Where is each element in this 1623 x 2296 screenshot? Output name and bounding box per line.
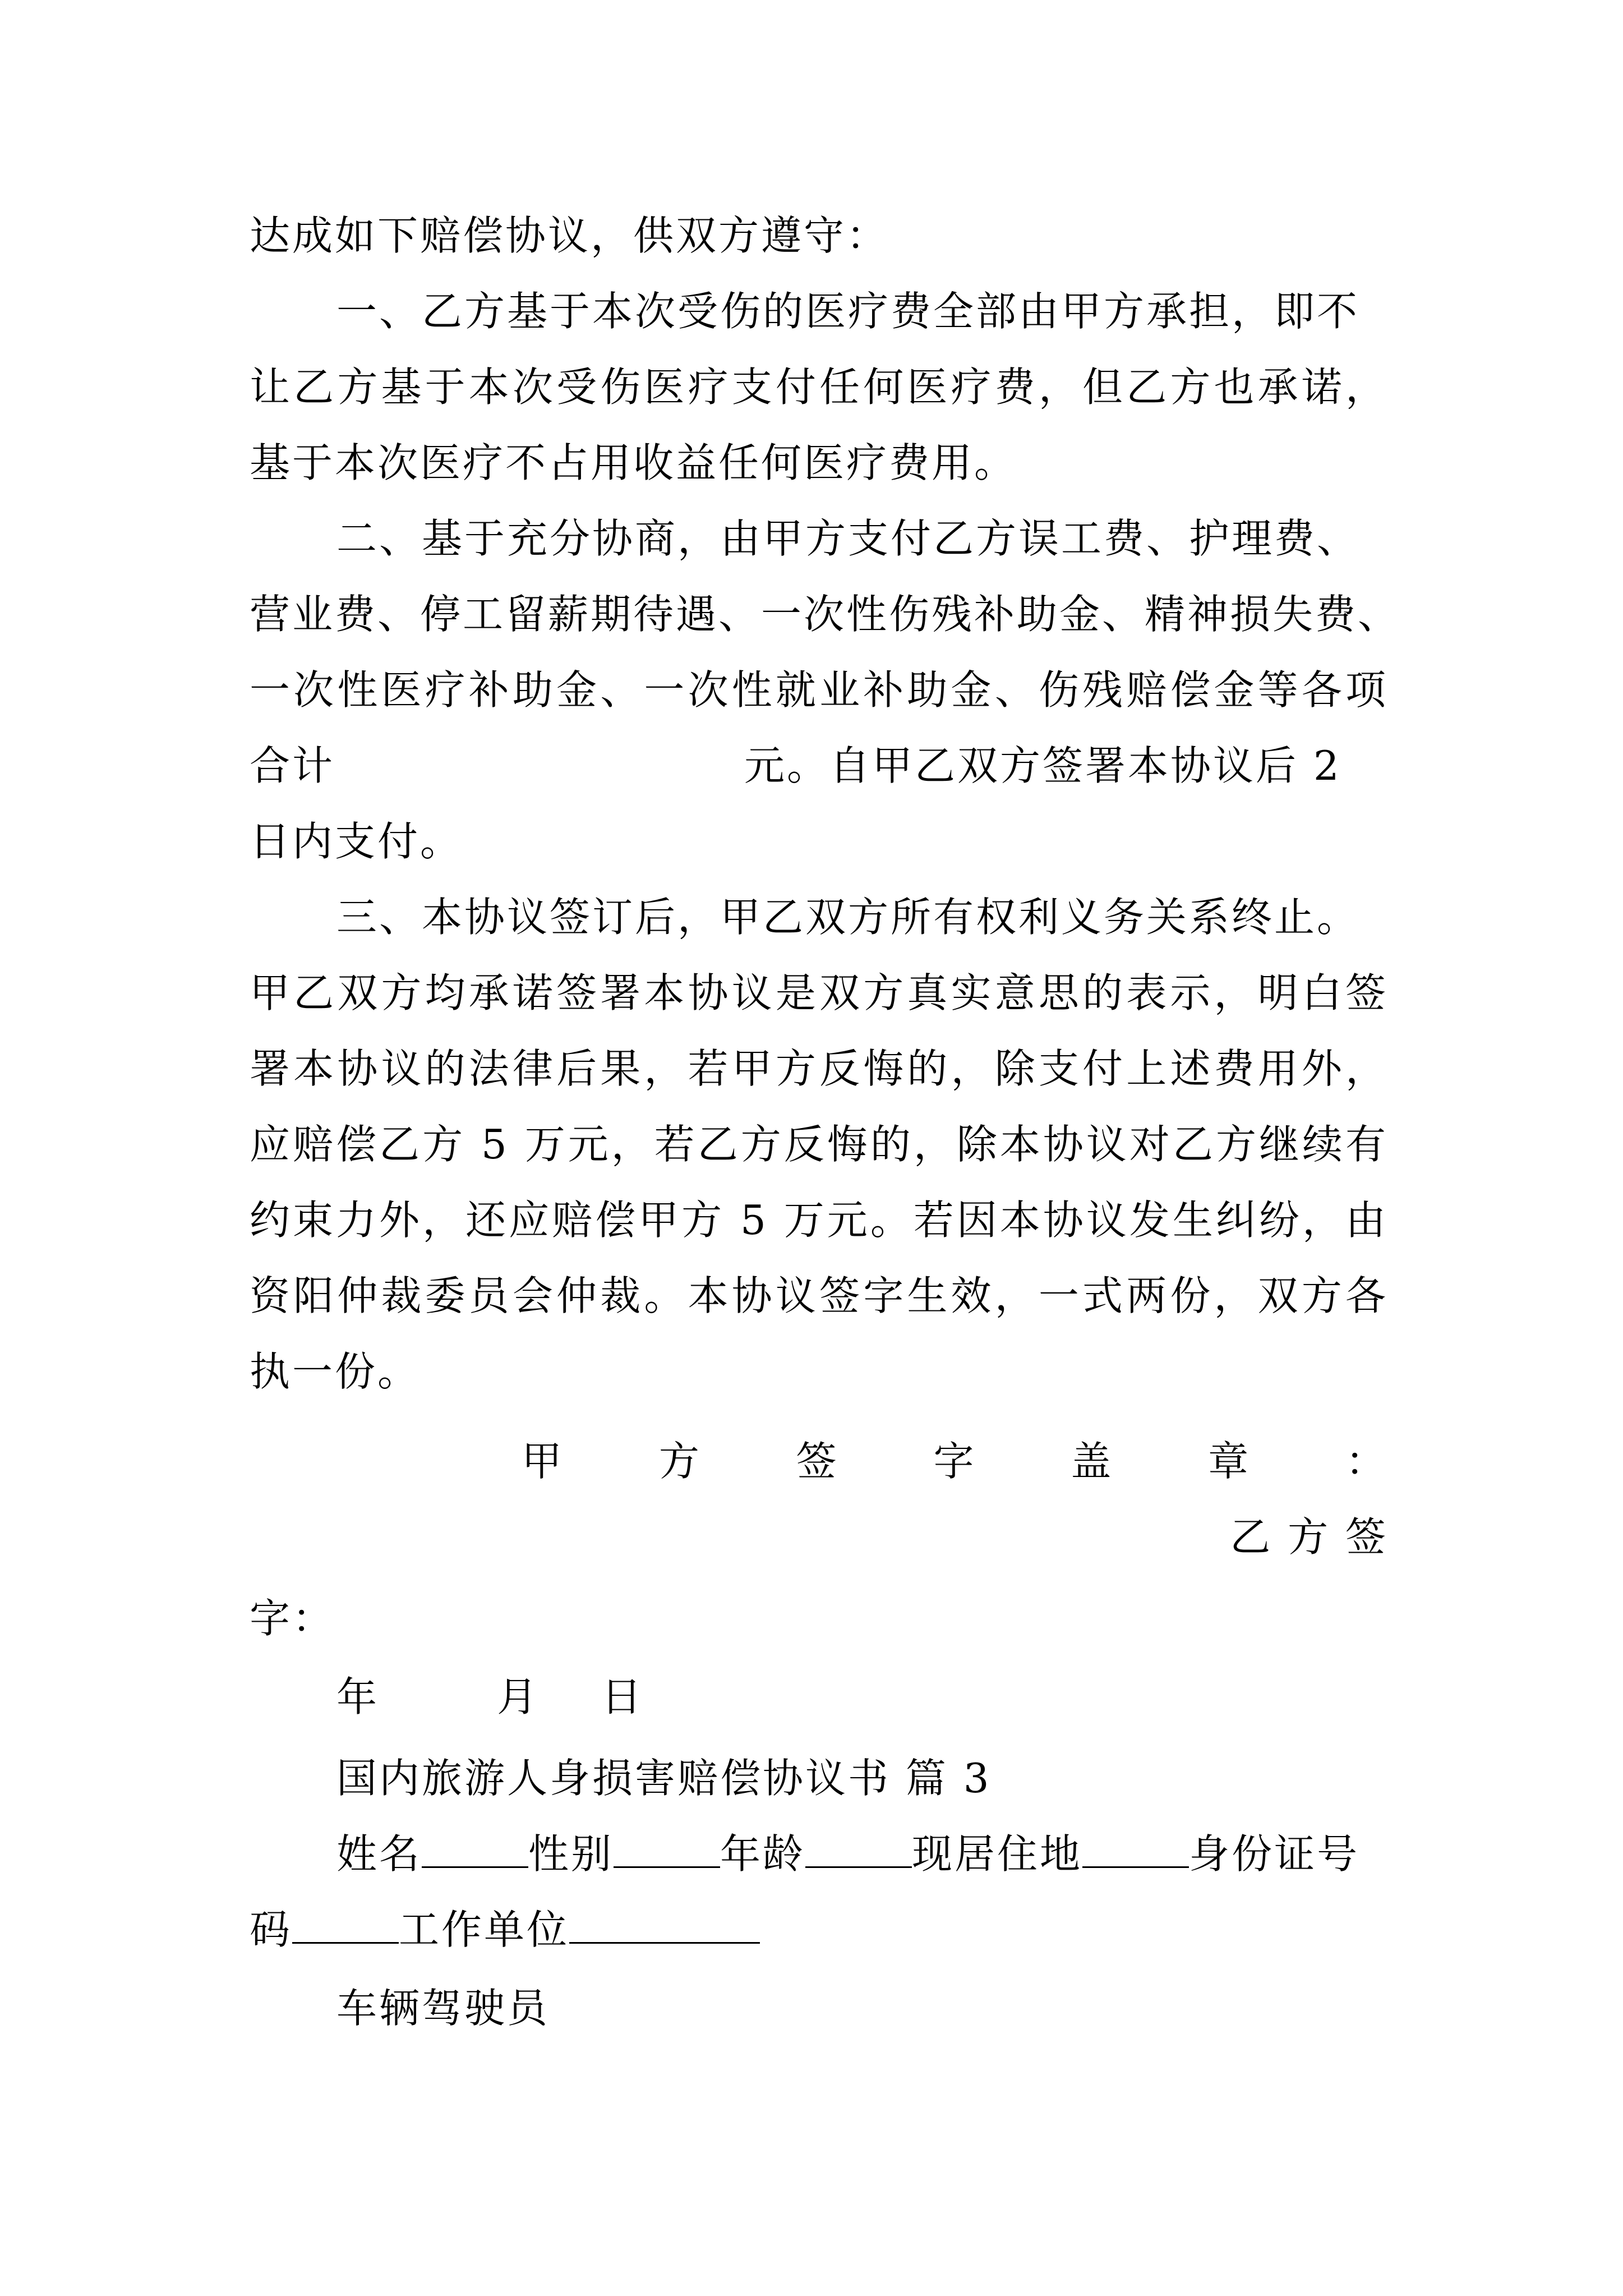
date-day: 日	[601, 1673, 644, 1720]
clause-three-line: 资阳仲裁委员会仲裁。本协议签字生效，一式两份，双方各	[250, 1272, 1388, 1319]
section-title: 国内旅游人身损害赔偿协议书 篇 3	[336, 1755, 992, 1802]
address-blank[interactable]	[1082, 1827, 1189, 1868]
sig-char: 方	[658, 1438, 702, 1485]
address-label: 现居住地	[912, 1830, 1083, 1878]
age-label: 年龄	[720, 1830, 806, 1878]
clause-one-line: 一、乙方基于本次受伤的医疗费全部由甲方承担，即不	[336, 288, 1360, 335]
sig-char: ：	[1345, 1438, 1388, 1485]
driver-line: 车辆驾驶员	[336, 1985, 550, 2032]
sig-char: 盖	[1071, 1438, 1114, 1485]
date-month: 月	[497, 1673, 540, 1720]
party-a-signature-line	[522, 1433, 1388, 1489]
party-b-signature-line-cont: 字：	[250, 1595, 335, 1642]
date-year: 年	[336, 1673, 380, 1720]
id-blank[interactable]	[292, 1903, 399, 1944]
age-blank[interactable]	[805, 1827, 912, 1868]
sig-char: 签	[796, 1438, 839, 1485]
clause-two-line: 营业费、停工留薪期待遇、一次性伤残补助金、精神损失费、	[250, 591, 1401, 638]
clause-three-line: 署本协议的法律后果，若甲方反悔的，除支付上述费用外，	[250, 1045, 1388, 1092]
clause-two-line: 日内支付。	[250, 818, 463, 865]
work-blank[interactable]	[569, 1903, 760, 1944]
sig-char: 字	[933, 1438, 976, 1485]
clause-three-line: 应赔偿乙方 5 万元，若乙方反悔的，除本协议对乙方继续有	[250, 1121, 1388, 1168]
clause-one-line: 基于本次医疗不占用收益任何医疗费用。	[250, 439, 1017, 486]
clause-two-line: 一次性医疗补助金、一次性就业补助金、伤残赔偿金等各项	[250, 666, 1388, 714]
name-label: 姓名	[336, 1830, 422, 1878]
date-line	[336, 1669, 644, 1725]
id-label: 身份证号	[1189, 1830, 1360, 1878]
personal-info-line-cont	[250, 1902, 760, 1958]
paragraph-line: 达成如下赔偿协议，供双方遵守：	[250, 212, 889, 259]
clause-one-line: 让乙方基于本次受伤医疗支付任何医疗费，但乙方也承诺，	[250, 364, 1388, 411]
clause-three-line: 约束力外，还应赔偿甲方 5 万元。若因本协议发生纠纷，由	[250, 1197, 1388, 1244]
name-blank[interactable]	[422, 1827, 528, 1868]
sig-char: 章	[1208, 1438, 1251, 1485]
clause-three-line: 三、本协议签订后，甲乙双方所有权利义务关系终止。	[336, 894, 1360, 941]
personal-info-line	[336, 1826, 1359, 1882]
clause-two-total-line	[250, 738, 1341, 794]
gender-blank[interactable]	[614, 1827, 720, 1868]
total-label: 合计	[250, 742, 335, 789]
sig-char: 甲	[522, 1438, 565, 1485]
gender-label: 性别	[528, 1830, 614, 1878]
id-label-cont: 码	[250, 1906, 293, 1953]
work-label: 工作单位	[399, 1906, 570, 1953]
payment-term-text: 元。自甲乙双方签署本协议后 2	[744, 742, 1341, 789]
party-b-signature-line: 乙 方 签	[1230, 1513, 1388, 1561]
clause-three-line: 甲乙双方均承诺签署本协议是双方真实意思的表示，明白签	[250, 969, 1388, 1016]
clause-two-line: 二、基于充分协商，由甲方支付乙方误工费、护理费、	[336, 515, 1360, 562]
clause-three-line: 执一份。	[250, 1348, 421, 1395]
